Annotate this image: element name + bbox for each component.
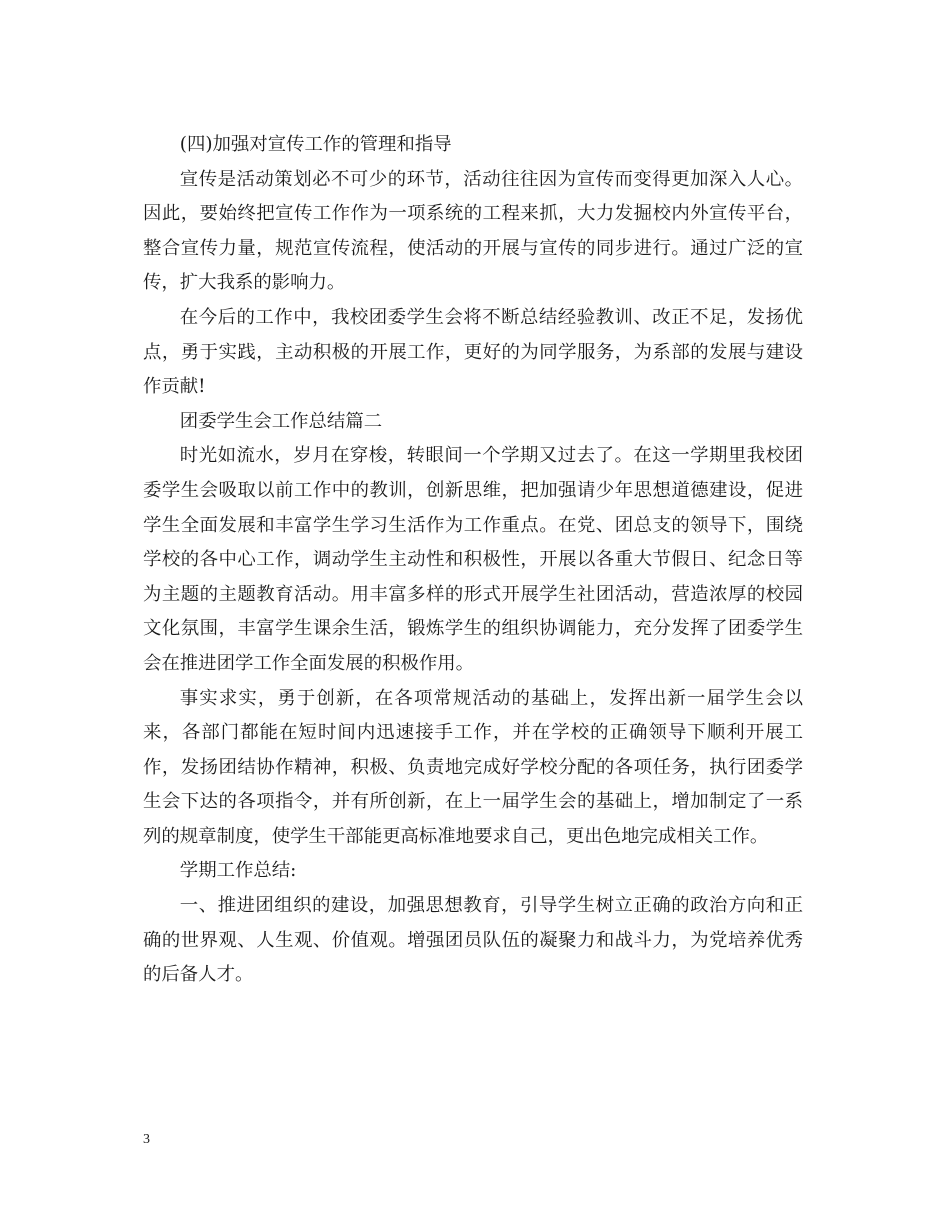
page-number: 3 [143,1132,150,1147]
section-heading-publicity: (四)加强对宣传工作的管理和指导 [179,134,452,155]
document-body [143,128,803,993]
paragraph-league-organization: 一、推进团组织的建设，加强思想教育，引导学生树立正确的政治方向和正确的世界观、人生观、价值观。增强团员队伍的凝聚力和战斗力，为党培养优秀的后备人才。 [143,895,803,986]
section-heading-semester-summary: 学期工作总结: [179,860,297,882]
paragraph-innovation: 事实求实，勇于创新，在各项常规活动的基础上，发挥出新一届学生会以来，各部门都能在短时间内迅速接手工作，并在学校的正确领导下顺利开展工作，发扬团结协作精神，积极、负责地完成好学校分配的各项任务，执行团委学生会下达的各项指令，并有所创新，在上一届学生会的基础上，增加制定了一系列的规章制度，使学生干部能更高标准地要求自己，更出色地完成相关工作。 [143,687,803,847]
paragraph-publicity: 宣传是活动策划必不可少的环节，活动往往因为宣传而变得更加深入人心。因此，要始终把宣传工作作为一项系统的工程来抓，大力发掘校内外宣传平台，整合宣传力量，规范宣传流程，使活动的开展与宣传的同步进行。通过广泛的宣传，扩大我系的影响力。 [143,168,803,294]
paragraph-semester-overview: 时光如流水，岁月在穿梭，转眼间一个学期又过去了。在这一学期里我校团委学生会吸取以前工作中的教训，创新思维，把加强请少年思想道德建设，促进学生全面发展和丰富学生学习生活作为工作重点。在党、团总支的领导下，围绕学校的各中心工作，调动学生主动性和积极性，开展以各重大节假日、纪念日等为主题的主题教育活动。用丰富多样的形式开展学生社团活动，营造浓厚的校园文化氛围，丰富学生课余生活，锻炼学生的组织协调能力，充分发挥了团委学生会在推进团学工作全面发展的积极作用。 [143,445,803,674]
section-heading-part-two: 团委学生会工作总结篇二 [179,410,383,432]
paragraph-future-work: 在今后的工作中，我校团委学生会将不断总结经验教训、改正不足，发扬优点，勇于实践，主动积极的开展工作，更好的为同学服务，为系部的发展与建设作贡献! [143,306,803,398]
